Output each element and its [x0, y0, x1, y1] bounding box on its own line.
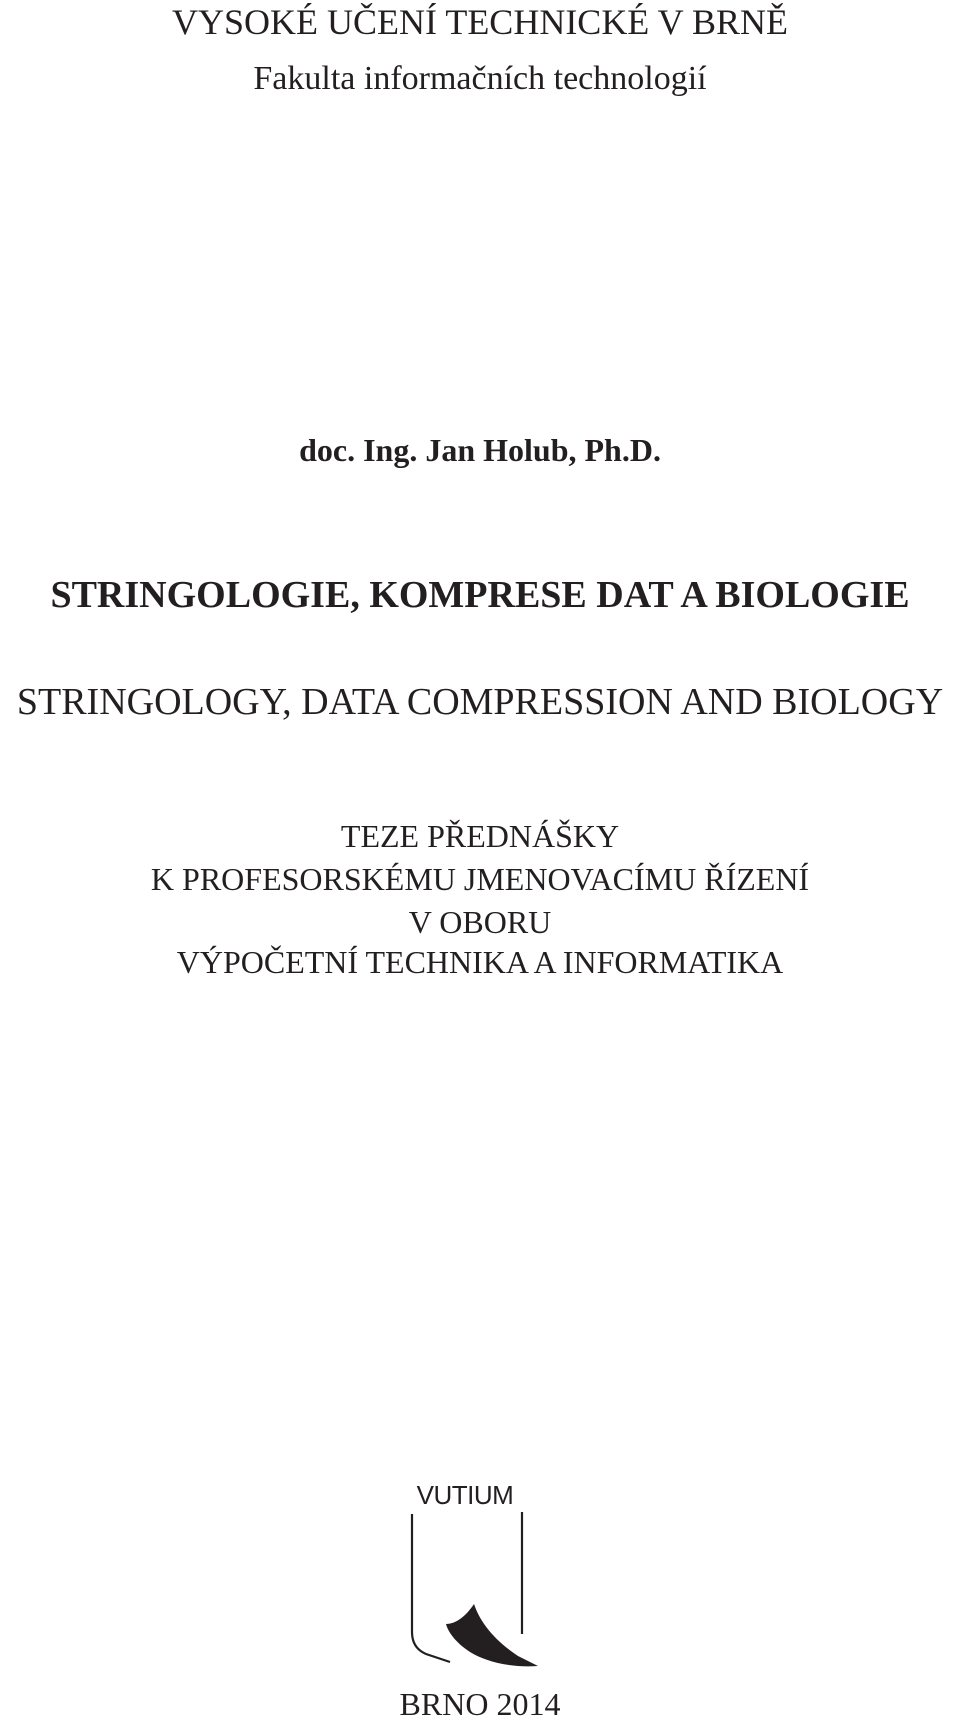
faculty-name: Fakulta informačních technologií	[253, 60, 707, 97]
place-and-year: BRNO 2014	[399, 1686, 561, 1722]
thesis-line-4: VÝPOČETNÍ TECHNIKA A INFORMATIKA	[176, 944, 784, 980]
publisher-logo	[400, 1482, 545, 1672]
vutium-logo-icon	[400, 1512, 545, 1672]
thesis-line-1: TEZE PŘEDNÁŠKY	[340, 818, 620, 854]
thesis-line-3: V OBORU	[408, 904, 552, 940]
title-english: STRINGOLOGY, DATA COMPRESSION AND BIOLOGY	[16, 681, 944, 723]
university-name: VYSOKÉ UČENÍ TECHNICKÉ V BRNĚ	[171, 2, 789, 42]
author-name: doc. Ing. Jan Holub, Ph.D.	[299, 432, 661, 468]
thesis-line-2: K PROFESORSKÉMU JMENOVACÍMU ŘÍZENÍ	[150, 861, 810, 897]
publisher-logo-text: VUTIUM	[416, 1480, 514, 1510]
title-czech: STRINGOLOGIE, KOMPRESE DAT A BIOLOGIE	[50, 574, 910, 616]
